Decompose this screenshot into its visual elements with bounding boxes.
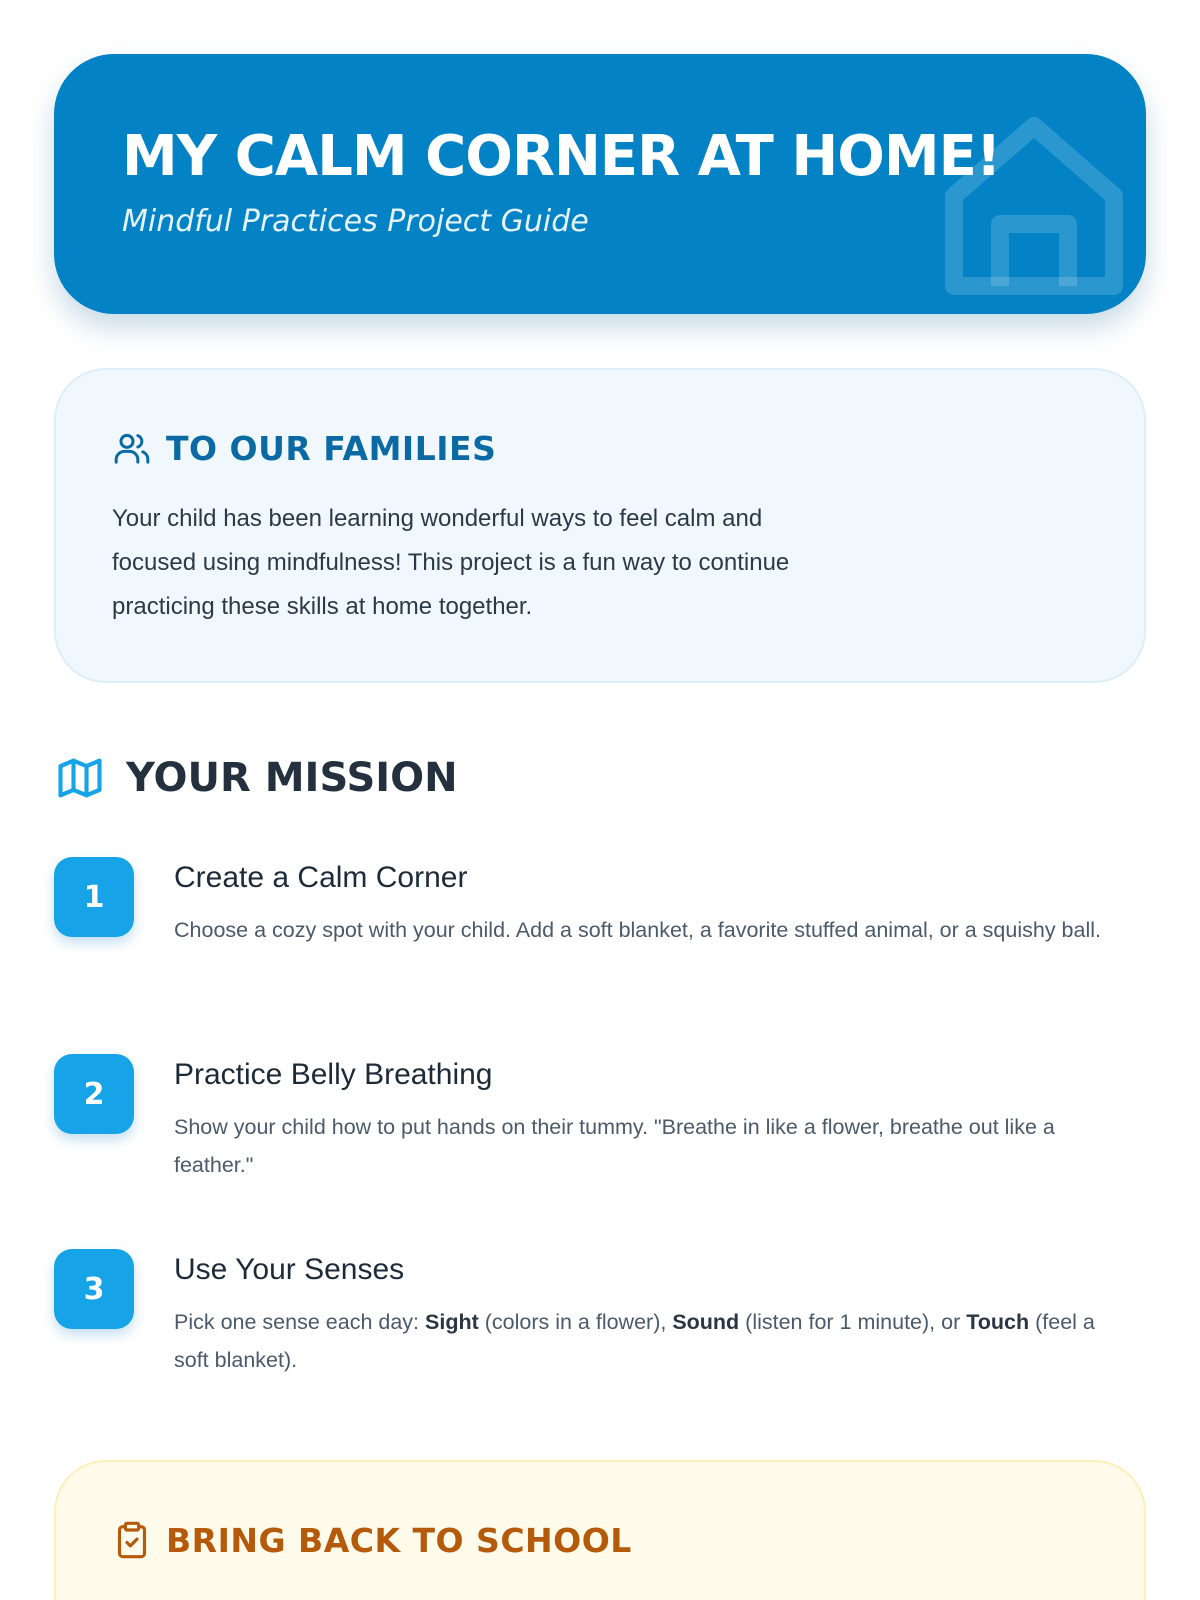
families-heading bbox=[112, 428, 496, 468]
step-number-badge: 3 bbox=[54, 1249, 134, 1329]
hero-banner bbox=[54, 54, 1146, 314]
mission-heading bbox=[54, 752, 458, 804]
bring-back-title: BRING BACK TO SCHOOL bbox=[166, 1520, 632, 1560]
page-title: MY CALM CORNER AT HOME! bbox=[122, 124, 1001, 189]
step-number-badge: 1 bbox=[54, 857, 134, 937]
step-title: Create a Calm Corner bbox=[174, 861, 468, 894]
bring-back-card bbox=[54, 1460, 1146, 1600]
step-number-badge: 2 bbox=[54, 1054, 134, 1134]
step-description: Show your child how to put hands on their tummy. "Breathe in like a flower, breathe out like a feather." bbox=[174, 1115, 1055, 1177]
families-card bbox=[54, 368, 1146, 683]
page-subtitle: Mindful Practices Project Guide bbox=[122, 204, 589, 239]
step-title: Practice Belly Breathing bbox=[174, 1058, 493, 1091]
mission-title: YOUR MISSION bbox=[126, 755, 458, 801]
families-body: Your child has been learning wonderful ways to feel calm and focused using mindfulness! This project is a fun way to continue practicing these skills at home together. bbox=[112, 505, 790, 620]
map-icon bbox=[54, 752, 106, 804]
sense-touch: Touch bbox=[966, 1310, 1030, 1334]
step-description: Pick one sense each day: Sight (colors in a flower), Sound (listen for 1 minute), or Touch (feel a soft blanket). bbox=[174, 1310, 1095, 1372]
bring-back-heading bbox=[112, 1520, 632, 1560]
clipboard-check-icon bbox=[112, 1520, 152, 1560]
families-title: TO OUR FAMILIES bbox=[166, 428, 497, 468]
users-icon bbox=[112, 428, 152, 468]
step-title: Use Your Senses bbox=[174, 1253, 405, 1286]
sense-sound: Sound bbox=[672, 1310, 740, 1334]
sense-sight: Sight bbox=[425, 1310, 479, 1334]
step-description: Choose a cozy spot with your child. Add a soft blanket, a favorite stuffed animal, or a squishy ball. bbox=[174, 918, 1101, 942]
